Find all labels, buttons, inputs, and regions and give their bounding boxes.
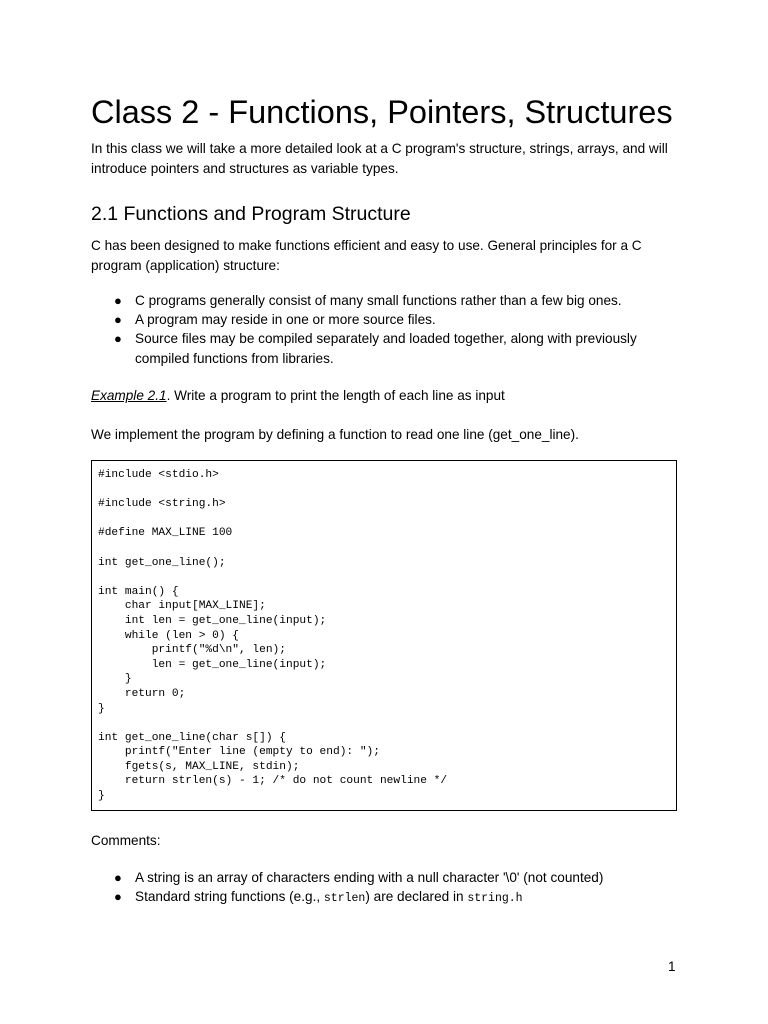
section-paragraph: C has been designed to make functions efficient and easy to use. General principles for a C program (application) structure: bbox=[91, 238, 642, 273]
implementation-paragraph: We implement the program by defining a function to read one line (get_one_line). bbox=[91, 427, 579, 442]
principles-list bbox=[91, 291, 679, 368]
bullet-icon: ● bbox=[114, 293, 122, 308]
inline-code: string.h bbox=[467, 892, 523, 906]
intro-paragraph: In this class we will take a more detailed look at a C program's structure, strings, arrays, and will introduce pointers and structures as variable types. bbox=[91, 141, 668, 176]
list-item: ● Standard string functions (e.g., strlen) are declared in string.h bbox=[114, 889, 523, 906]
bullet-icon: ● bbox=[114, 312, 122, 328]
bullet-icon: ● bbox=[114, 331, 122, 347]
list-item: ● A program may reside in one or more source files. bbox=[91, 310, 679, 329]
comments-list bbox=[91, 868, 679, 908]
inline-code: strlen bbox=[323, 892, 366, 906]
list-item: ● C programs generally consist of many small functions rather than a few big ones. bbox=[91, 291, 679, 310]
code-listing: #include <stdio.h> #include <string.h> #define MAX_LINE 100 int get_one_line(); int main() { char input[MAX_LINE]; int len = get_one_line(input); while (len > 0) { printf("%d\n", len); len = get_one_line(input); } return 0; } int get_one_line(char s[]) { printf("Enter line (empty to end): "); fgets(s, MAX_LINE, stdin); return strlen(s) - 1; /* do not count newline */ } bbox=[98, 469, 448, 803]
example-text: . Write a program to print the length of each line as input bbox=[166, 388, 505, 403]
example-label: Example 2.1 bbox=[91, 388, 167, 403]
comments-label: Comments: bbox=[91, 833, 161, 848]
page-title: Class 2 - Functions, Pointers, Structures bbox=[91, 94, 673, 130]
page-number: 1 bbox=[668, 959, 676, 974]
example-paragraph bbox=[91, 386, 679, 406]
bullet-icon: ● bbox=[114, 889, 122, 905]
list-item: ● A string is an array of characters ending with a null character '\0' (not counted) bbox=[91, 868, 679, 887]
section-heading: 2.1 Functions and Program Structure bbox=[91, 203, 411, 225]
bullet-icon: ● bbox=[114, 870, 122, 885]
list-item: ● Source files may be compiled separately and loaded together, along with previously compiled functions from libraries. bbox=[114, 331, 637, 366]
code-block bbox=[91, 460, 677, 811]
